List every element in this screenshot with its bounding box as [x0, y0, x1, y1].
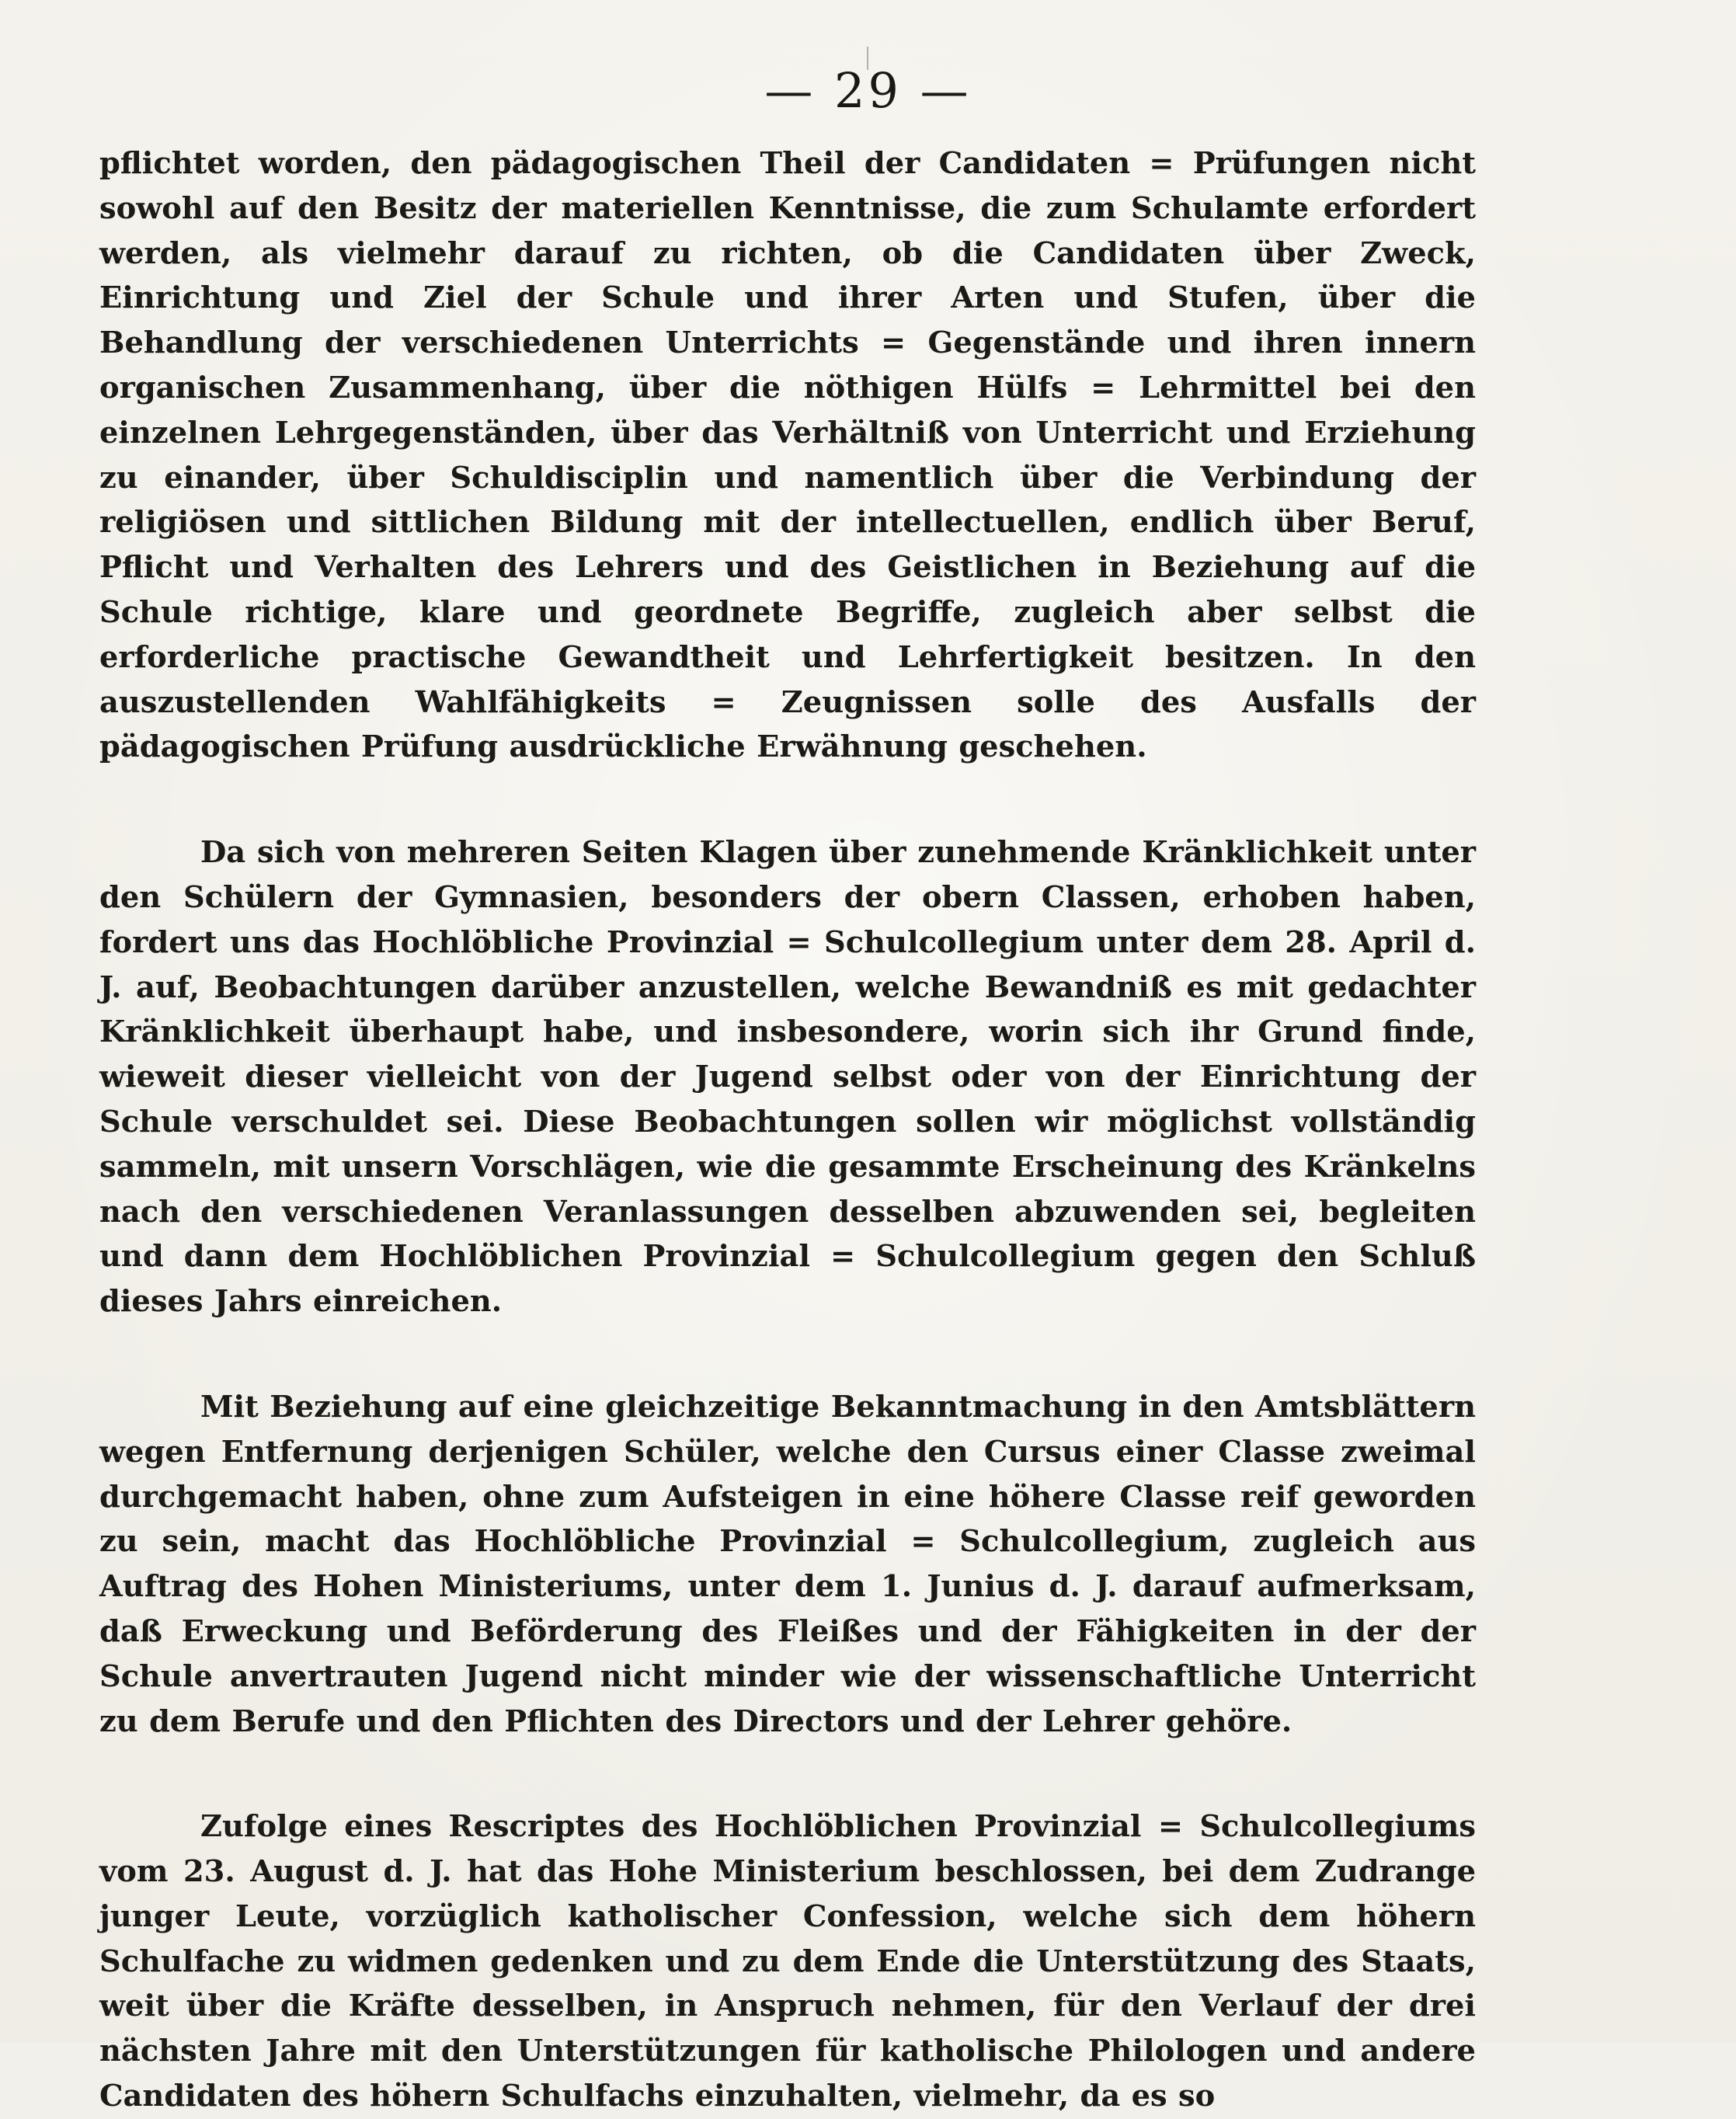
page-number: — 29 —	[764, 62, 972, 119]
paragraph-gap	[99, 1324, 1476, 1385]
paragraph-gap	[99, 770, 1476, 830]
paragraph-examination: pflichtet worden, den pädagogischen Theil der Candidaten = Prüfungen nicht sowohl auf den Besitz der materiellen Kenntnisse, die zum Schulamte erfordert werden, als vielmehr darauf zu richten, ob die Candidaten über Zweck, Einrichtung und Ziel der Schule und ihrer Arten und Stufen, über die Behandlung der verschiedenen Unterrichts = Gegenstände und ihren innern organischen Zusammenhang, über die nöthigen Hülfs = Lehrmittel bei den einzelnen Lehrgegenständen, über das Verhältniß von Unterricht und Erziehung zu einander, über Schuldisciplin und namentlich über die Verbindung der religiösen und sittlichen Bildung mit der intellectuellen, endlich über Beruf, Pflicht und Verhalten des Lehrers und des Geistlichen in Beziehung auf die Schule richtige, klare und geordnete Begriffe, zugleich aber selbst die erforderliche practische Gewandtheit und Lehrfertigkeit besitzen. In den auszustellenden Wahlfähigkeits = Zeugnissen solle des Ausfalls der pädagogischen Prüfung ausdrückliche Erwähnung geschehen.	[99, 146, 1476, 765]
paragraph-pupils: Mit Beziehung auf eine gleichzeitige Bekanntmachung in den Amtsblättern wegen Entfernung derjenigen Schüler, welche den Cursus einer Classe zweimal durchgemacht haben, ohne zum Aufsteigen in eine höhere Classe reif geworden zu sein, macht das Hochlöbliche Provinzial = Schulcollegium, zugleich aus Auftrag des Hohen Ministeriums, unter dem 1. Junius d. J. darauf aufmerksam, daß Erweckung und Beförderung des Fleißes und der Fähigkeiten in der der Schule anvertrauten Jugend nicht minder wie der wissenschaftliche Unterricht zu dem Berufe und den Pflichten des Directors und der Lehrer gehöre.	[99, 1389, 1476, 1739]
paragraph-gap	[99, 1744, 1476, 1804]
paragraph-illness: Da sich von mehreren Seiten Klagen über zunehmende Kränklichkeit unter den Schülern der Gymnasien, besonders der obern Classen, erhoben haben, fordert uns das Hochlöbliche Provinzial = Schulcollegium unter dem 28. April d. J. auf, Beobachtungen darüber anzustellen, welche Bewandniß es mit gedachter Kränklichkeit überhaupt habe, und insbesondere, worin sich ihr Grund finde, wieweit dieser vielleicht von der Jugend selbst oder von der Einrichtung der Schule verschuldet sei. Diese Beobachtungen sollen wir möglichst vollständig sammeln, mit unsern Vorschlägen, wie die gesammte Erscheinung des Kränkelns nach den verschiedenen Veranlassungen desselben abzuwenden sei, begleiten und dann dem Hochlöblichen Provinzial = Schulcollegium gegen den Schluß dieses Jahrs einreichen.	[99, 835, 1476, 1320]
body-text	[99, 141, 1476, 2119]
paragraph-rescript: Zufolge eines Rescriptes des Hochlöblichen Provinzial = Schulcollegiums vom 23. August d. J. hat das Hohe Ministerium beschlossen, bei dem Zudrange junger Leute, vorzüglich katholischer Confession, welche sich dem höhern Schulfache zu widmen gedenken und zu dem Ende die Unterstützung des Staats, weit über die Kräfte desselben, in Anspruch nehmen, für den Verlauf der drei nächsten Jahre mit den Unterstützungen für katholische Philologen und andere Candidaten des höhern Schulfachs einzuhalten, vielmehr, da es so	[99, 1809, 1476, 2114]
